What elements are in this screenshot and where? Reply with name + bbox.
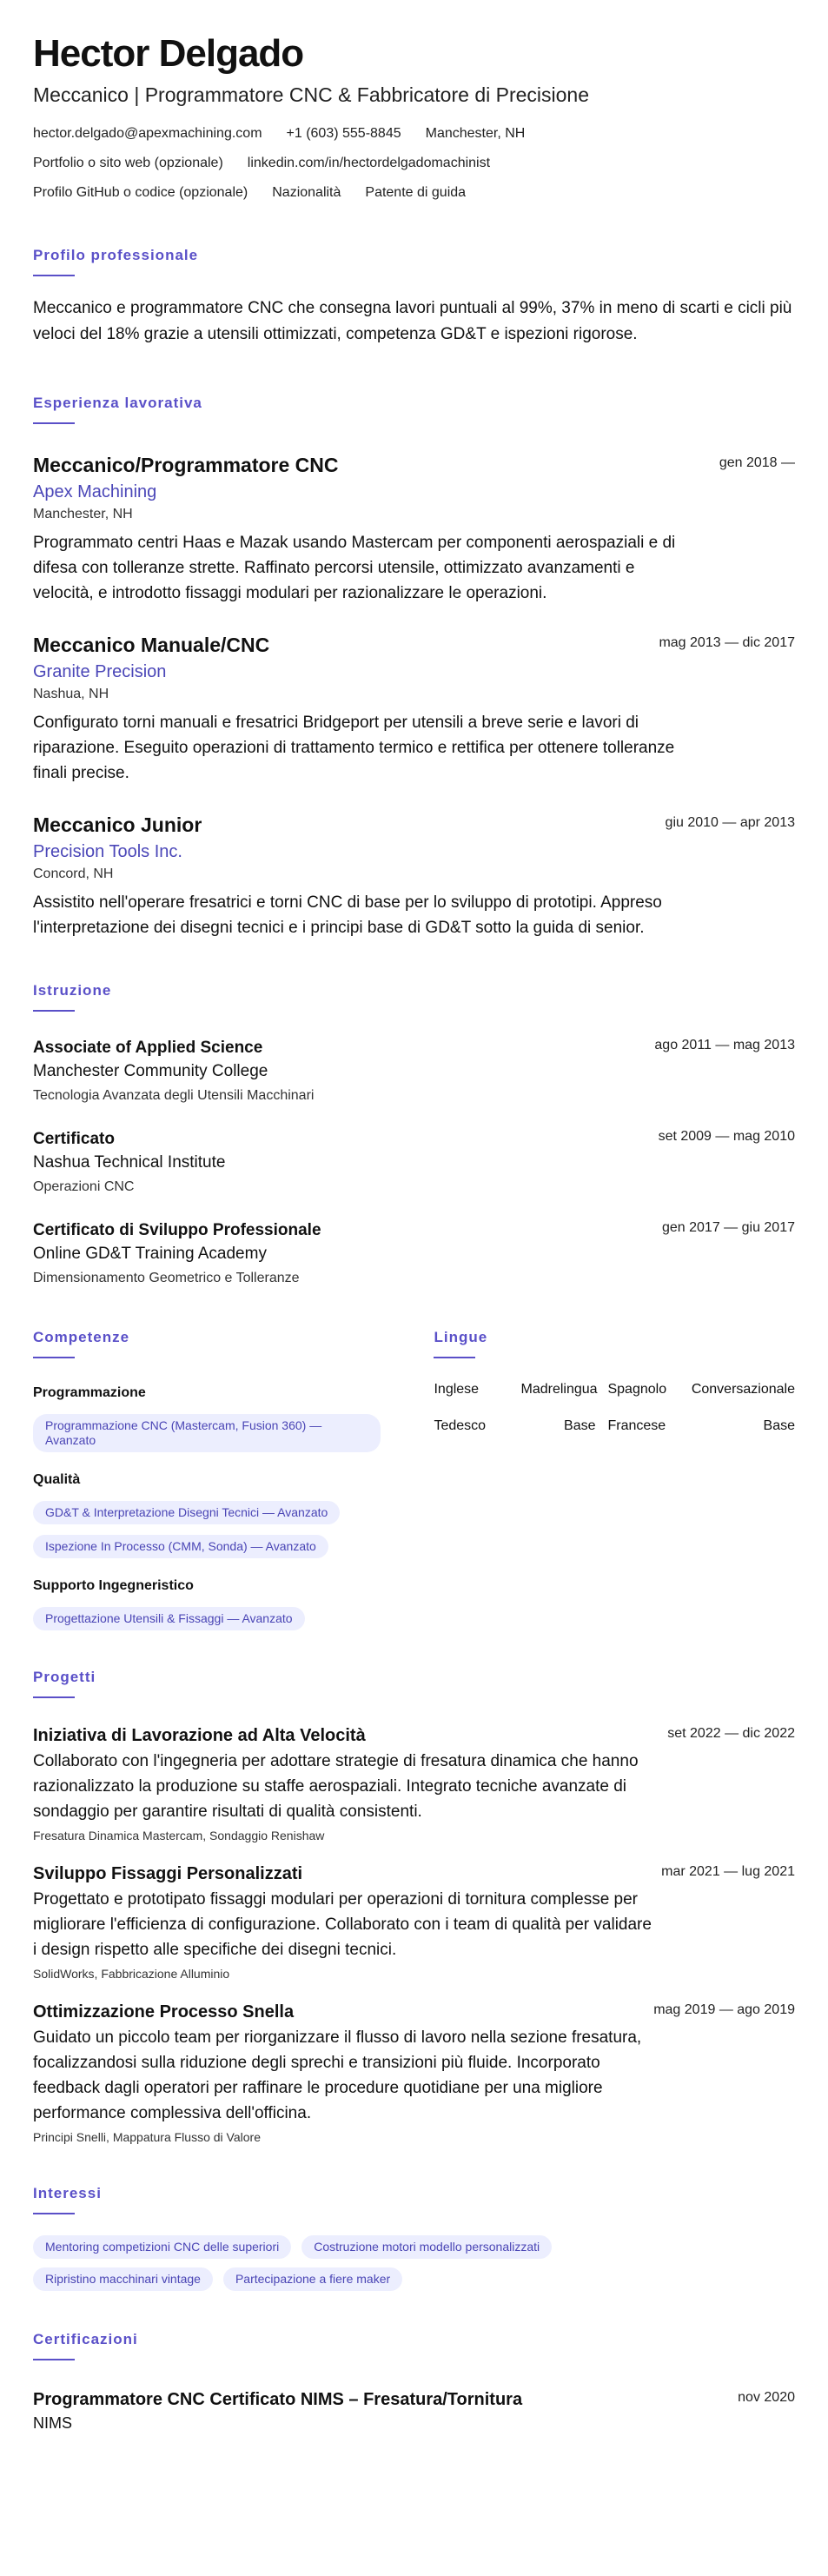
- project-technologies: Principi Snelli, Mappatura Flusso di Valore: [33, 2130, 261, 2144]
- job-title: Meccanico Manuale/CNC: [33, 634, 270, 656]
- certification-entry: [33, 2388, 795, 2433]
- contact-row: [33, 155, 795, 172]
- language-level: Conversazionale: [691, 1382, 795, 1397]
- company-name: Granite Precision: [33, 662, 167, 681]
- email-link[interactable]: hector.delgado@apexmachining.com: [33, 126, 262, 141]
- job-dates: mag 2013 — dic 2017: [659, 635, 795, 650]
- interest-chip: Mentoring competizioni CNC delle superiori: [33, 2235, 291, 2259]
- phone-number[interactable]: +1 (603) 555-8845: [286, 126, 401, 141]
- candidate-name: Hector Delgado: [33, 32, 304, 75]
- section-divider: [33, 1696, 75, 1698]
- skill-chip: Programmazione CNC (Mastercam, Fusion 360) — Avanzato: [33, 1414, 381, 1452]
- skills-section: [33, 1329, 395, 1630]
- section-divider: [33, 2359, 75, 2360]
- section-divider: [33, 1010, 75, 1012]
- job-description: Assistito nell'operare fresatrici e torni CNC di base per lo sviluppo di prototipi. Appreso l'interpretazione dei disegni tecnici e i principi base di GD&T sotto la guida di senior.: [33, 893, 662, 937]
- job-entry: [33, 452, 795, 606]
- degree: Certificato: [33, 1130, 115, 1148]
- linkedin-link[interactable]: linkedin.com/in/hectordelgadomachinist: [247, 156, 491, 170]
- language-name: Spagnolo: [607, 1382, 667, 1397]
- certification-issuer: NIMS: [33, 2414, 72, 2432]
- interest-row: [33, 2235, 795, 2259]
- project-description: Guidato un piccolo team per riorganizzare il flusso di lavoro nella sezione fresatura, focalizzandosi sulla riduzione degli sprechi e transizioni più fluide. Incorporato feedback dagli operatori per raffinare le procedure quotidiane per una migliore performance complessiva dell'officina.: [33, 2028, 642, 2122]
- section-title: Progetti: [33, 1669, 96, 1685]
- job-entry: [33, 812, 795, 940]
- project-description: Collaborato con l'ingegneria per adottare strategie di fresatura dinamica che hanno razionalizzato la produzione su staffe aerospaziali. Integrato tecniche avanzate di sondaggio per garantire risultati di qualità consistenti.: [33, 1752, 639, 1821]
- skill-chip: Ispezione In Processo (CMM, Sonda) — Avanzato: [33, 1535, 328, 1558]
- contact-row: [33, 125, 795, 143]
- degree: Certificato di Sviluppo Professionale: [33, 1221, 321, 1239]
- skill-group: [33, 1384, 395, 1452]
- degree: Associate of Applied Science: [33, 1039, 263, 1057]
- school-name: Manchester Community College: [33, 1062, 268, 1080]
- certification-date: nov 2020: [738, 2390, 795, 2405]
- driving-license: Patente di guida: [365, 185, 467, 200]
- interest-chip: Costruzione motori modello personalizzati: [301, 2235, 552, 2259]
- skill-group: [33, 1577, 395, 1630]
- project-entry: [33, 1862, 795, 1982]
- project-entry: [33, 1724, 795, 1843]
- skill-group: [33, 1471, 395, 1558]
- education-dates: gen 2017 — giu 2017: [661, 1220, 795, 1235]
- skills-languages-row: [33, 1329, 795, 1630]
- project-technologies: Fresatura Dinamica Mastercam, Sondaggio Renishaw: [33, 1829, 325, 1842]
- job-description: Configurato torni manuali e fresatrici Bridgeport per utensili a breve serie e lavori di riparazione. Eseguito operazioni di trattamento termico e rettifica per ottenere tolleranze finali precise.: [33, 714, 675, 782]
- project-description: Progettato e prototipato fissaggi modulari per operazioni di tornitura complesse per migliorare l'efficienza di configurazione. Collaborato con i team di qualità per validare i design rispetto alle specifiche dei disegni tecnici.: [33, 1890, 652, 1959]
- interest-chip: Partecipazione a fiere maker: [223, 2267, 402, 2291]
- company-name: Apex Machining: [33, 482, 157, 501]
- education-dates: ago 2011 — mag 2013: [654, 1038, 795, 1052]
- interest-row: [33, 2267, 795, 2291]
- section-title: Profilo professionale: [33, 247, 199, 263]
- project-entry: [33, 2001, 795, 2145]
- education-entry: [33, 1220, 795, 1287]
- languages-grid: [434, 1381, 795, 1435]
- project-title: Iniziativa di Lavorazione ad Alta Velocità: [33, 1726, 366, 1745]
- interests-section: [33, 2185, 795, 2291]
- job-dates: gen 2018 —: [719, 455, 795, 470]
- school-name: Online GD&T Training Academy: [33, 1245, 267, 1263]
- education-section: [33, 982, 795, 1287]
- education-entry: [33, 1129, 795, 1196]
- summary-text: Meccanico e programmatore CNC che consegna lavori puntuali al 99%, 37% in meno di scarti e cicli più veloci del 18% grazie a utensili ottimizzati, competenza GD&T e ispezioni rigorose.: [33, 299, 792, 343]
- project-dates: set 2022 — dic 2022: [667, 1726, 795, 1741]
- skill-chip: GD&T & Interpretazione Disegni Tecnici — Avanzato: [33, 1501, 340, 1524]
- section-title: Esperienza lavorativa: [33, 395, 202, 411]
- language-level: Base: [564, 1418, 596, 1433]
- skill-category: Programmazione: [33, 1385, 146, 1400]
- section-divider: [33, 1357, 75, 1358]
- experience-section: [33, 395, 795, 940]
- field-of-study: Tecnologia Avanzata degli Utensili Macchinari: [33, 1088, 315, 1103]
- summary-section: [33, 247, 795, 348]
- nationality: Nazionalità: [272, 185, 341, 200]
- section-title: Interessi: [33, 2185, 102, 2201]
- section-title: Lingue: [434, 1329, 488, 1345]
- job-description: Programmato centri Haas e Mazak usando Mastercam per componenti aerospaziali e di difesa con tolleranze strette. Raffinato percorsi utensile, ottimizzato avanzamenti e velocità, e introdotto fissaggi modulari per razionalizzare le operazioni.: [33, 534, 676, 602]
- skill-category: Supporto Ingegneristico: [33, 1578, 194, 1593]
- project-technologies: SolidWorks, Fabbricazione Alluminio: [33, 1967, 230, 1981]
- field-of-study: Operazioni CNC: [33, 1179, 135, 1194]
- field-of-study: Dimensionamento Geometrico e Tolleranze: [33, 1271, 300, 1285]
- job-title: Meccanico/Programmatore CNC: [33, 454, 339, 476]
- education-dates: set 2009 — mag 2010: [658, 1129, 795, 1144]
- portfolio-link[interactable]: Portfolio o sito web (opzionale): [33, 156, 223, 170]
- section-title: Istruzione: [33, 982, 112, 999]
- contact-block: [33, 125, 795, 202]
- company-name: Precision Tools Inc.: [33, 842, 182, 861]
- section-divider: [33, 275, 75, 276]
- language-name: Tedesco: [434, 1418, 487, 1433]
- section-title: Competenze: [33, 1329, 130, 1345]
- projects-section: [33, 1669, 795, 2145]
- job-location: Manchester, NH: [33, 507, 133, 521]
- contact-row: [33, 184, 795, 202]
- project-title: Sviluppo Fissaggi Personalizzati: [33, 1864, 303, 1883]
- job-entry: [33, 632, 795, 786]
- project-dates: mag 2019 — ago 2019: [653, 2002, 795, 2017]
- language-level: Base: [763, 1418, 795, 1433]
- job-location: Nashua, NH: [33, 687, 109, 701]
- github-link[interactable]: Profilo GitHub o codice (opzionale): [33, 185, 248, 200]
- section-divider: [434, 1357, 475, 1358]
- job-dates: giu 2010 — apr 2013: [665, 815, 795, 830]
- project-title: Ottimizzazione Processo Snella: [33, 2002, 295, 2022]
- skill-category: Qualità: [33, 1472, 81, 1487]
- education-entry: [33, 1038, 795, 1105]
- job-title: Meccanico Junior: [33, 813, 202, 836]
- section-title: Certificazioni: [33, 2331, 138, 2347]
- language-name: Inglese: [434, 1382, 480, 1397]
- certifications-section: [33, 2331, 795, 2433]
- language-level: Madrelingua: [520, 1382, 598, 1397]
- language-name: Francese: [607, 1418, 666, 1433]
- location: Manchester, NH: [425, 126, 526, 141]
- section-divider: [33, 422, 75, 424]
- certification-title: Programmatore CNC Certificato NIMS – Fresatura/Tornitura: [33, 2390, 523, 2409]
- section-divider: [33, 2213, 75, 2214]
- job-location: Concord, NH: [33, 866, 114, 881]
- skill-chip: Progettazione Utensili & Fissaggi — Avanzato: [33, 1607, 305, 1630]
- languages-section: [434, 1329, 795, 1630]
- school-name: Nashua Technical Institute: [33, 1153, 226, 1172]
- project-dates: mar 2021 — lug 2021: [661, 1864, 795, 1879]
- interest-chip: Ripristino macchinari vintage: [33, 2267, 213, 2291]
- candidate-headline: Meccanico | Programmatore CNC & Fabbricatore di Precisione: [33, 83, 589, 106]
